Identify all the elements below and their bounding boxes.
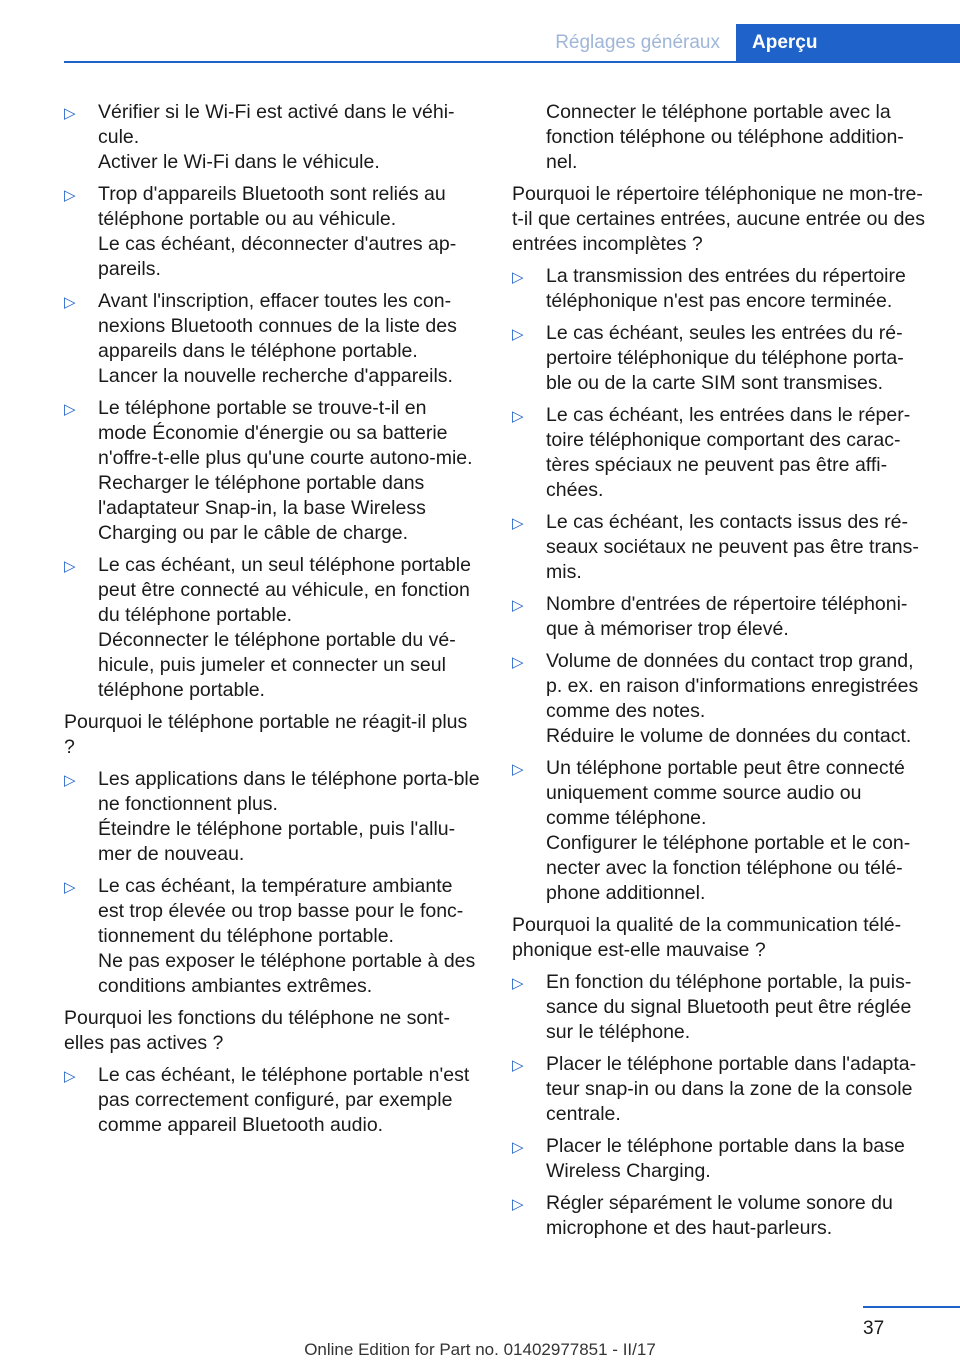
list-item [512,970,928,1045]
question-heading: Pourquoi le répertoire téléphonique ne mon-tre-t-il que certaines entrées, aucune entrée ou des entrées incomplètes ? [512,183,926,255]
question-heading: Pourquoi la qualité de la communication télé-phonique est-elle mauvaise ? [512,914,902,961]
bullet-triangle-icon: ▷ [512,408,524,425]
list-item [512,1191,928,1241]
bullet-triangle-icon: ▷ [512,975,524,992]
list-item [64,553,480,703]
item-text: Avant l'inscription, effacer toutes les con-nexions Bluetooth connues de la liste des appareils dans le téléphone portable. [98,290,457,362]
list-item [64,1063,480,1138]
header-section-title: Réglages généraux [555,32,720,53]
list-item [512,510,928,585]
item-text: Vérifier si le Wi-Fi est activé dans le véhi-cule. [98,101,455,148]
list-item [512,321,928,396]
bullet-triangle-icon: ▷ [512,761,524,778]
list-item [64,100,480,175]
item-remedy: Activer le Wi-Fi dans le véhicule. [98,151,380,173]
item-text: Le cas échéant, seules les entrées du ré-pertoire téléphonique du téléphone porta-ble ou de la carte SIM sont transmises. [546,322,904,394]
bullet-triangle-icon: ▷ [512,1196,524,1213]
list-item [64,767,480,867]
bullet-triangle-icon: ▷ [512,654,524,671]
page-number-rule [863,1306,960,1308]
bullet-triangle-icon: ▷ [64,879,76,896]
list-item [512,649,928,749]
list-item [512,1134,928,1184]
list-item [64,182,480,282]
item-remedy: Recharger le téléphone portable dans l'adaptateur Snap-in, la base Wireless Charging ou par le câble de charge. [98,472,426,544]
item-text: Volume de données du contact trop grand, p. ex. en raison d'informations enregistrées comme des notes. [546,650,919,722]
bullet-triangle-icon: ▷ [64,772,76,789]
item-remedy: Éteindre le téléphone portable, puis l'allu-mer de nouveau. [98,818,456,865]
list-item [512,264,928,314]
bullet-triangle-icon: ▷ [64,401,76,418]
list-item [512,592,928,642]
bullet-triangle-icon: ▷ [64,105,76,122]
bullet-triangle-icon: ▷ [64,1068,76,1085]
list-item [512,403,928,503]
item-text: En fonction du téléphone portable, la puis-sance du signal Bluetooth peut être réglée sur le téléphone. [546,971,912,1043]
item-text: Placer le téléphone portable dans l'adapta-teur snap-in ou dans la zone de la console centrale. [546,1053,917,1125]
item-remedy: Ne pas exposer le téléphone portable à des conditions ambiantes extrêmes. [98,950,476,997]
bullet-triangle-icon: ▷ [512,597,524,614]
item-remedy: Déconnecter le téléphone portable du vé-hicule, puis jumeler et connecter un seul téléphone portable. [98,629,456,701]
list-item [64,396,480,546]
item-remedy: Réduire le volume de données du contact. [546,725,912,747]
bullet-triangle-icon: ▷ [512,515,524,532]
header-chapter-tab: Aperçu [736,24,960,62]
left-column [64,100,480,1145]
item-text: Trop d'appareils Bluetooth sont reliés au téléphone portable ou au véhicule. [98,183,446,230]
item-text: Le téléphone portable se trouve-t-il en mode Économie d'énergie ou sa batterie n'offre-t-elle plus qu'une courte autono-mie. [98,397,473,469]
item-text: Le cas échéant, les contacts issus des ré-seaux sociétaux ne peuvent pas être trans-mis. [546,511,919,583]
question-heading: Pourquoi le téléphone portable ne réagit-il plus ? [64,711,468,758]
item-text: Le cas échéant, un seul téléphone portable peut être connecté au véhicule, en fonction du téléphone portable. [98,554,471,626]
bullet-triangle-icon: ▷ [512,326,524,343]
item-text: Le cas échéant, les entrées dans le réper-toire téléphonique comportant des carac-tères spéciaux ne peuvent pas être affi-chées. [546,404,911,501]
list-item [64,874,480,999]
bullet-triangle-icon: ▷ [512,1057,524,1074]
item-text: Placer le téléphone portable dans la base Wireless Charging. [546,1135,905,1182]
page-number: 37 [863,1318,885,1339]
list-item [64,289,480,389]
item-text: Un téléphone portable peut être connecté uniquement comme source audio ou comme téléphone. [546,757,905,829]
header-rule [64,61,960,63]
bullet-triangle-icon: ▷ [64,187,76,204]
item-remedy: Lancer la nouvelle recherche d'appareils. [98,365,453,387]
right-column [512,100,928,1248]
list-item [512,1052,928,1127]
page-header [539,24,960,62]
item-remedy: Configurer le téléphone portable et le con-necter avec la fonction téléphone ou télé-phone additionnel. [546,832,911,904]
bullet-triangle-icon: ▷ [512,269,524,286]
list-item [512,756,928,906]
item-text: Régler séparément le volume sonore du microphone et des haut-parleurs. [546,1192,893,1239]
bullet-triangle-icon: ▷ [64,558,76,575]
item-text: Les applications dans le téléphone porta-ble ne fonctionnent plus. [98,768,480,815]
item-text: La transmission des entrées du répertoire téléphonique n'est pas encore terminée. [546,265,906,312]
item-text: Le cas échéant, la température ambiante est trop élevée ou trop basse pour le fonc-tionnement du téléphone portable. [98,875,464,947]
bullet-triangle-icon: ▷ [512,1139,524,1156]
question-heading: Pourquoi les fonctions du téléphone ne sont-elles pas actives ? [64,1007,450,1054]
item-text: Le cas échéant, le téléphone portable n'est pas correctement configuré, par exemple comme appareil Bluetooth audio. [98,1064,470,1136]
item-text: Nombre d'entrées de répertoire téléphoni-que à mémoriser trop élevé. [546,593,908,640]
item-remedy: Le cas échéant, déconnecter d'autres ap-pareils. [98,233,457,280]
footer-edition: Online Edition for Part no. 01402977851 - II/17 [304,1340,656,1359]
bullet-triangle-icon: ▷ [64,294,76,311]
continued-remedy: Connecter le téléphone portable avec la fonction téléphone ou téléphone addition-nel. [546,101,904,173]
